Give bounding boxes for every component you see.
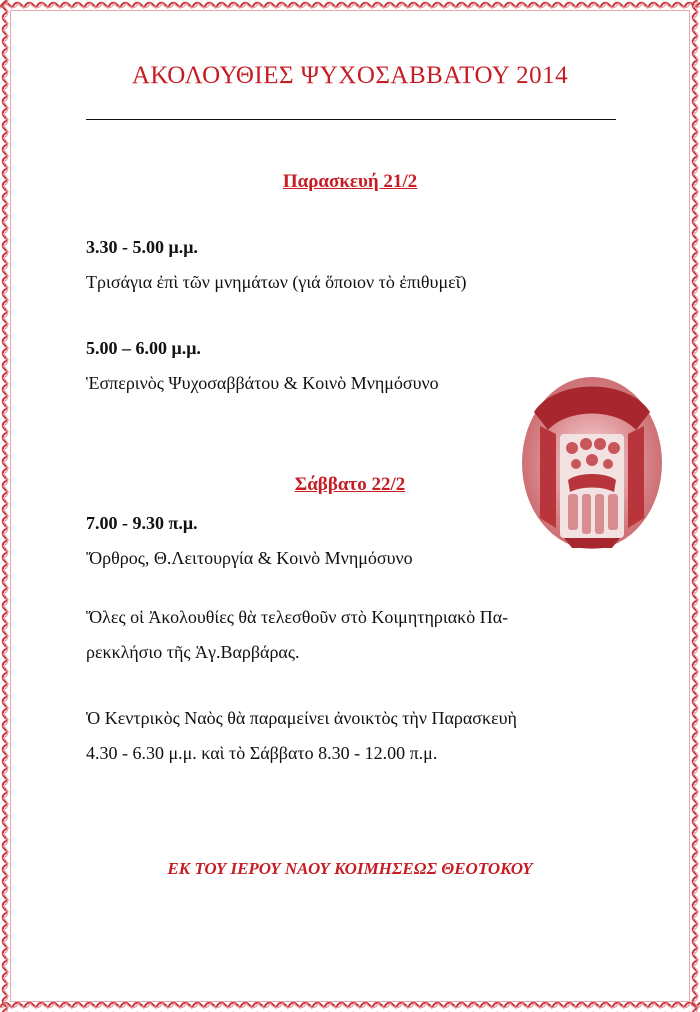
church-note-line: Ὁ Κεντρικὸς Ναὸς θὰ παραμείνει ἀνοικτὸς τὴν Παρασκευὴ bbox=[86, 708, 517, 728]
page-title: ΑΚΟΛΟΥΘΙΕΣ ΨΥΧΟΣΑΒΒΑΤΟΥ 2014 bbox=[131, 62, 569, 89]
service-time: 3.30 - 5.00 μ.μ. bbox=[86, 237, 198, 257]
day-heading-friday: Παρασκευή 21/2 bbox=[282, 171, 418, 192]
service-time: 5.00 – 6.00 μ.μ. bbox=[86, 338, 201, 358]
service-time: 7.00 - 9.30 π.μ. bbox=[86, 513, 198, 533]
title-divider bbox=[86, 119, 616, 120]
service-description: Ἑσπερινὸς Ψυχοσαββάτου & Κοινὸ Μνημόσυνο bbox=[86, 373, 439, 393]
church-hours-note bbox=[86, 701, 626, 771]
chapel-note-line: Ὅλες οἱ Ἀκολουθίες θὰ τελεσθοῦν στὸ Κοιμητηριακὸ Πα- bbox=[86, 607, 509, 627]
service-description: Τρισάγια ἐπὶ τῶν μνημάτων (γιά ὅποιον τὸ ἐπιθυμεῖ) bbox=[86, 272, 467, 292]
footer-signature: ΕΚ ΤΟΥ ΙΕΡΟΥ ΝΑΟΥ ΚΟΙΜΗΣΕΩΣ ΘΕΟΤΟΚΟΥ bbox=[167, 859, 533, 878]
chapel-note-line: ρεκκλήσιο τῆς Ἁγ.Βαρβάρας. bbox=[86, 642, 300, 662]
chapel-note bbox=[86, 600, 626, 670]
day-heading-saturday: Σάββατο 22/2 bbox=[294, 474, 406, 495]
church-note-line: 4.30 - 6.30 μ.μ. καὶ τὸ Σάββατο 8.30 - 12.00 π.μ. bbox=[86, 743, 438, 763]
service-friday-1 bbox=[86, 230, 626, 300]
service-description: Ὄρθρος, Θ.Λειτουργία & Κοινὸ Μνημόσυνο bbox=[86, 548, 413, 568]
dormition-icon bbox=[516, 368, 668, 554]
